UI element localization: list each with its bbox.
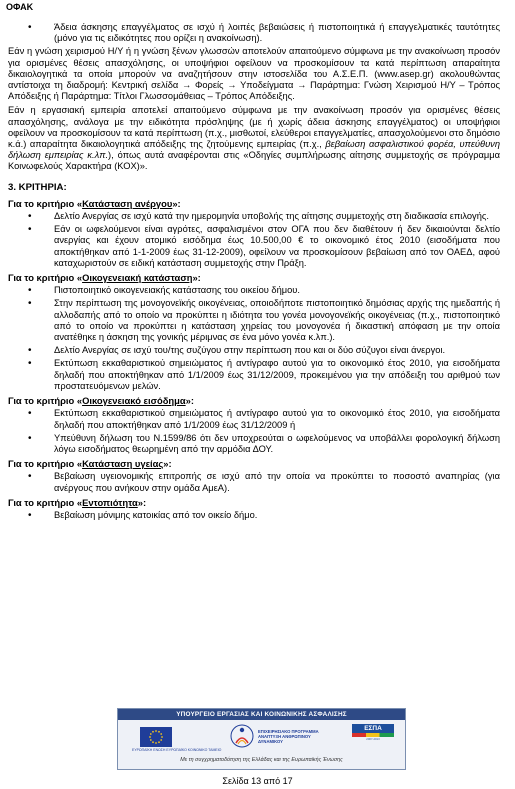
eu-caption: ΕΥΡΩΠΑΪΚΗ ΕΝΩΣΗ ΕΥΡΩΠΑΪΚΟ ΚΟΙΝΩΝΙΚΟ ΤΑΜΕΙΟ (132, 748, 222, 752)
criterion-name: Εντοπιότητα (82, 496, 138, 508)
intro-list (8, 22, 500, 44)
criterion-suffix: »: (185, 395, 194, 407)
criterion-prefix: Για το κριτήριο « (8, 458, 83, 470)
list-item: • Υπεύθυνη δήλωση του Ν.1599/86 ότι δεν υποχρεούται ο ωφελούμενος να υποβάλλει φορολογική δήλωση λόγω εισοδήματος θεωρημένη από την αρμόδια ΔΟΥ. (8, 433, 500, 455)
criterion-list (8, 510, 500, 521)
espa-logo (352, 724, 394, 748)
list-item: • Εκτύπωση εκκαθαριστικού σημειώματος ή αντίγραφο αυτού για το οικονομικό έτος 2010, για εισοδήματα δηλαδή που αποκτήθηκαν από 1/1/2009 έως 31/12/2009 ή (8, 408, 500, 430)
criterion-heading (8, 497, 500, 508)
criterion-prefix: Για το κριτήριο « (8, 197, 83, 209)
list-item: • Πιστοποιητικό οικογενειακής κατάστασης του οικείου δήμου. (8, 285, 500, 296)
list-item: • Άδεια άσκησης επαγγέλματος σε ισχύ ή λοιπές βεβαιώσεις ή πιστοποιητικά ή επαγγελματικές ταυτότητες (μόνο για τις ειδικότητες που ορίζει η ανακοίνωση). (8, 22, 500, 44)
criterion-name: Κατάσταση ανέργου (82, 197, 173, 209)
list-item: • Εκτύπωση εκκαθαριστικού σημειώματος ή αντίγραφο αυτού για το οικονομικό έτος 2010, για εισοδήματα δηλαδή που αποκτήθηκαν από 1/1/2009 έως 31/12/2009, προκειμένου για την απόδειξη του αριθμού των προστατευόμενων μελών. (8, 358, 500, 392)
cofunding-caption: Με τη συγχρηματοδότηση της Ελλάδας και της Ευρωπαϊκής Ένωσης (180, 757, 343, 763)
criterion-suffix: »: (163, 458, 172, 470)
paragraph-work-experience (8, 105, 500, 172)
operational-programme-text: ΕΠΙΧΕΙΡΗΣΙΑΚΟ ΠΡΟΓΡΑΜΜΑ ΑΝΑΠΤΥΞΗ ΑΝΘΡΩΠΙΝΟΥ ΔΥΝΑΜΙΚΟΥ (258, 729, 319, 744)
criterion-name: Οικογενειακό εισόδημα (82, 395, 186, 407)
criterion-list (8, 408, 500, 455)
list-item: • Εάν οι ωφελούμενοι είναι αγρότες, ασφαλισμένοι στον ΟΓΑ που δεν διαθέτουν ή δεν δικαιούνται δελτίο ανεργίας και έχουν ατομικό εισόδημα έως 10.500,00 € το οικονομικό έτος 2010 (εισοδήματα που αποκτήθηκαν από 1-1-2009 έως 31-12-2009), οφείλουν να προσκομίσουν βεβαίωση από τον ΟΑΕΔ, αφού καταχωριστούν σε ειδική κατάσταση συμμετοχής στην Πράξη. (8, 224, 500, 269)
banner-logos (118, 720, 405, 754)
document-header-label: ΟΦΑΚ (6, 2, 34, 12)
paragraph-italic-text: βεβαίωση ασφαλιστικού φορέα, υπεύθυνη δήλωση εμπειρίας κ.λπ. (8, 139, 500, 161)
criterion-list (8, 211, 500, 269)
criterion-prefix: Για το κριτήριο « (8, 496, 83, 508)
espa-years: 2007-2013 (366, 737, 380, 741)
criterion-prefix: Για το κριτήριο « (8, 395, 83, 407)
operational-programme-logo-icon (230, 724, 254, 748)
criterion-suffix: »: (192, 272, 201, 284)
criterion-heading (8, 198, 500, 209)
criterion-heading (8, 458, 500, 469)
criterion-prefix: Για το κριτήριο « (8, 272, 83, 284)
list-item: • Στην περίπτωση της μονογονεϊκής οικογένειας, οποιοδήποτε πιστοποιητικό δημόσιας αρχής της ημεδαπής ή αλλοδαπής από το οποίο να προκύπτει η ιδιότητα του γονέα μονογονεϊκής οικογένειας (π.χ., πιστοποιητικό από το οποίο να προκύπτει η κατάσταση χηρείας του μονογονέα ή δικαστική απόφαση με την οποία ανατέθηκε η άσκηση της γονικής μέριμνας σε ένα μόνο γονέα κ.λπ.). (8, 298, 500, 343)
criterion-list (8, 285, 500, 392)
criterion-heading (8, 395, 500, 406)
paragraph-text: Εάν η εργασιακή εμπειρία αποτελεί απαιτούμενο σύμφωνα με την ανακοίνωση προσόν για ορισμένες θέσεις απασχόλησης, ανάλογα με την ειδικότητα πρόσληψης (με ή χωρίς άδεια άσκησης επαγγέλματος) οι υποψήφιοι οφείλουν να προσκομίσουν τα κατά περίπτωση (π.χ., μισθωτοί, ελεύθεροι επαγγελματίες, απασχολούμενοι στο δημόσιο κ.ά.) απαραίτητα δικαιολογητικά απόδειξης της ζητούμενης εμπειρίας (π.χ., (8, 105, 500, 150)
list-item: • Βεβαίωση υγειονομικής επιτροπής σε ισχύ από την οποία να προκύπτει το ποσοστό αναπηρίας (για ανέργους που ανήκουν στην ομάδα ΑμεΑ). (8, 471, 500, 493)
document-body (8, 22, 500, 523)
list-item: • Δελτίο Ανεργίας σε ισχύ κατά την ημερομηνία υποβολής της αίτησης συμμετοχής στη διαδικασία επιλογής. (8, 211, 500, 222)
page-number: Σελίδα 13 από 17 (222, 776, 293, 786)
criterion-heading (8, 272, 500, 283)
criterion-name: Οικογενειακή κατάσταση (82, 272, 193, 284)
criterion-suffix: »: (137, 496, 147, 508)
criterion-name: Κατάσταση υγείας (82, 458, 164, 470)
ministry-title: ΥΠΟΥΡΓΕΙΟ ΕΡΓΑΣΙΑΣ ΚΑΙ ΚΟΙΝΩΝΙΚΗΣ ΑΣΦΑΛΙΣΗΣ (118, 709, 405, 720)
paragraph-computer-language-skills: Εάν η γνώση χειρισμού Η/Υ ή η γνώση ξένων γλωσσών αποτελούν απαιτούμενο σύμφωνα με την ανακοίνωση προσόν για ορισμένες θέσεις απασχόλησης, οι υποψήφιοι οφείλουν να προσκομίσουν τα κατά περίπτωση απαραίτητα δικαιολογητικά τα οποία μπορούν να αναζητήσουν στην ιστοσελίδα του Α.Σ.Ε.Π. (www.asep.gr) ακολουθώντας αντίστοιχα τη διαδρομή: Κεντρική σελίδα → Φορείς → Υποδείγματα → Παράρτημα: Γνώση Χειρισμού Η/Υ – Τρόπος Απόδειξης ή Παράρτημα: Τίτλοι Γλωσσομάθειας – Τρόπος Απόδειξης. (8, 46, 500, 102)
list-item: • Δελτίο Ανεργίας σε ισχύ του/της συζύγου στην περίπτωση που και οι δύο σύζυγοι είναι άνεργοι. (8, 345, 500, 356)
list-item: • Βεβαίωση μόνιμης κατοικίας από τον οικείο δήμο. (8, 510, 500, 521)
espa-label: ΕΣΠΑ (352, 724, 394, 733)
paragraph-text: ), όπως αυτά αναφέρονται στις «Οδηγίες συμπλήρωσης αίτησης συμμετοχής σε πρόγραμμα Κοινωφελούς Χαρακτήρα (ΚΟΧ)». (8, 150, 500, 172)
eu-flag-icon (140, 727, 172, 747)
funding-banner (117, 708, 406, 770)
criterion-suffix: »: (172, 197, 181, 209)
section-title: 3. ΚΡΙΤΗΡΙΑ: (8, 181, 67, 193)
criterion-list (8, 471, 500, 493)
